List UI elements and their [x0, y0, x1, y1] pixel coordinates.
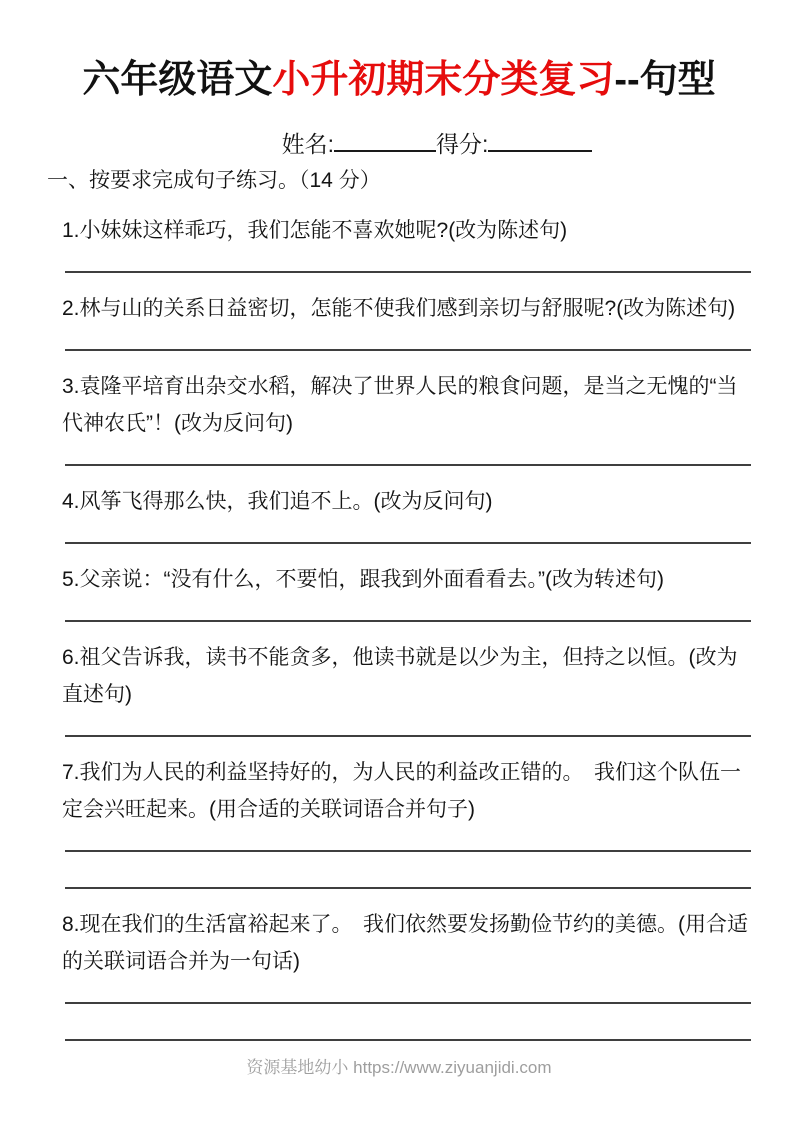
question-text: 2.林与山的关系日益密切，怎能不使我们感到亲切与舒服呢?(改为陈述句) — [62, 297, 736, 320]
title-black-suffix: --句型 — [614, 59, 716, 101]
footer-watermark: 资源基地幼小 https://www.ziyuanjidi.com — [246, 1058, 552, 1077]
section-heading: 一、按要求完成句子练习。（14 分） — [47, 169, 381, 192]
question-block-7 — [62, 754, 751, 889]
question-block-3 — [62, 368, 751, 466]
answer-blank-line[interactable] — [65, 598, 751, 622]
question-block-8 — [62, 906, 751, 1041]
title-red-middle: 小升初期末分类复习 — [272, 59, 615, 101]
question-block-6 — [62, 639, 751, 737]
questions-list — [47, 212, 751, 1041]
answer-blank-line[interactable] — [65, 1004, 751, 1041]
question-text: 7.我们为人民的利益坚持好的，为人民的利益改正错的。 我们这个队伍一定会兴旺起来。(用合适的关联词语合并句子) — [62, 761, 742, 821]
question-text: 6.祖父告诉我，读书不能贪多，他读书就是以少为主，但持之以恒。(改为直述句) — [62, 646, 738, 706]
answer-blank-line[interactable] — [65, 852, 751, 889]
answer-blank-line[interactable] — [65, 828, 751, 852]
answer-blank-line[interactable] — [65, 442, 751, 466]
question-block-5 — [62, 561, 751, 622]
page-title — [47, 58, 751, 102]
question-text: 1.小妹妹这样乖巧，我们怎能不喜欢她呢?(改为陈述句) — [62, 219, 568, 242]
question-block-4 — [62, 483, 751, 544]
answer-blank-line[interactable] — [65, 980, 751, 1004]
answer-blank-line[interactable] — [65, 520, 751, 544]
score-label: 得分: — [436, 131, 489, 157]
question-block-1 — [62, 212, 751, 273]
name-label: 姓名: — [281, 131, 334, 157]
name-blank-field[interactable] — [334, 128, 436, 152]
answer-blank-line[interactable] — [65, 327, 751, 351]
answer-blank-line[interactable] — [65, 249, 751, 273]
question-text: 5.父亲说：“没有什么，不要怕，跟我到外面看看去。”(改为转述句) — [62, 568, 664, 591]
question-text: 8.现在我们的生活富裕起来了。 我们依然要发扬勤俭节约的美德。(用合适的关联词语合并为一句话) — [62, 913, 749, 973]
question-text: 4.风筝飞得那么快，我们追不上。(改为反问句) — [62, 490, 493, 513]
question-block-2 — [62, 290, 751, 351]
score-blank-field[interactable] — [488, 128, 592, 152]
title-black-prefix: 六年级语文 — [82, 59, 273, 101]
answer-blank-line[interactable] — [65, 713, 751, 737]
question-text: 3.袁隆平培育出杂交水稻，解决了世界人民的粮食问题，是当之无愧的“当代神农氏”！(改为反问句) — [62, 375, 738, 435]
name-score-row — [47, 128, 751, 159]
